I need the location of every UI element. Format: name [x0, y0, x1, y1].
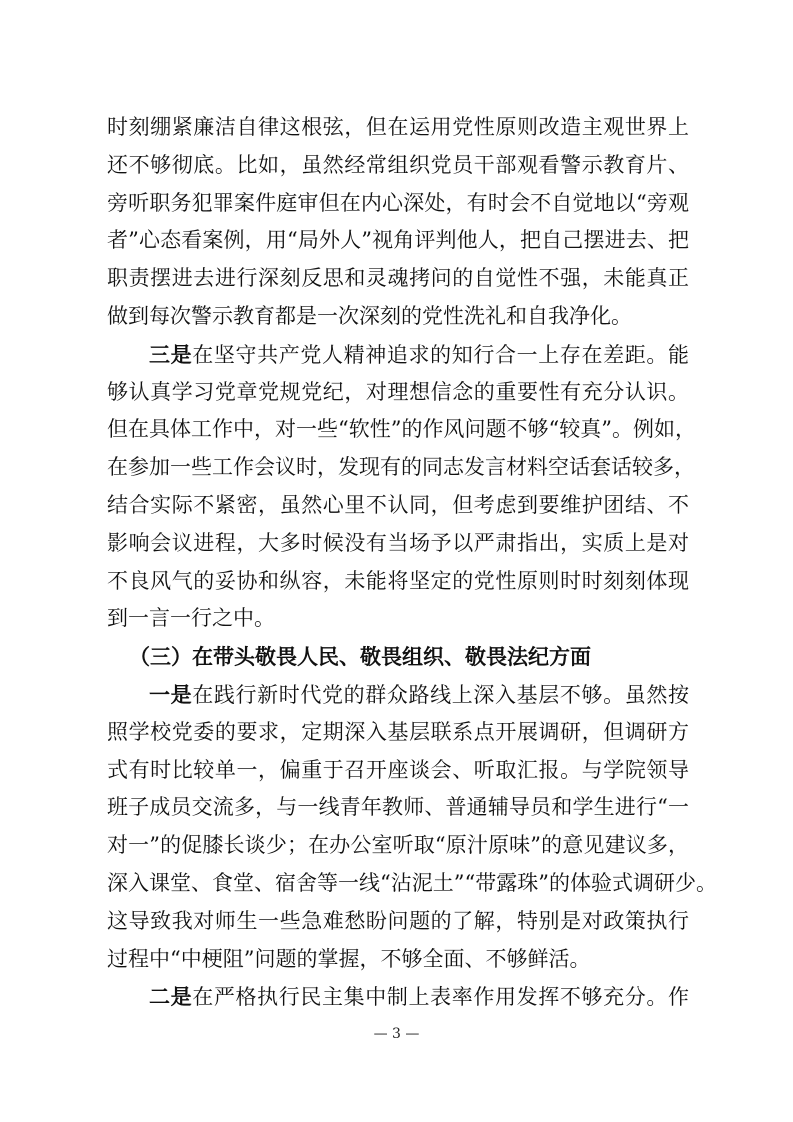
paragraph-first-line — [107, 978, 689, 1016]
paragraph-first-line — [107, 336, 689, 374]
text-line: 不良风气的妥协和纵容，未能将坚定的党性原则时时刻刻体现 — [107, 568, 689, 593]
paragraph-lead: 三是 — [149, 341, 193, 367]
text-line: 够认真学习党章党规党纪，对理想信念的重要性有充分认识。 — [107, 379, 689, 404]
text-line: 这导致我对师生一些急难愁盼问题的了解，特别是对政策执行 — [107, 908, 689, 933]
text-line: 到一言一行之中。 — [107, 606, 275, 631]
text-line: 影响会议进程，大多时候没有当场予以严肃指出，实质上是对 — [107, 530, 689, 555]
text-line: 在严格执行民主集中制上表率作用发挥不够充分。作 — [192, 985, 689, 1010]
text-line: 对一”的促膝长谈少；在办公室听取“原汁原味”的意见建议多， — [107, 833, 689, 858]
text-line: 者”心态看案例，用“局外人”视角评判他人，把自己摆进去、把 — [107, 228, 689, 253]
text-line: 职责摆进去进行深刻反思和灵魂拷问的自觉性不强，未能真正 — [107, 266, 689, 291]
text-line: 做到每次警示教育都是一次深刻的党性洗礼和自我净化。 — [107, 303, 632, 328]
paragraph-lead: 二是 — [149, 984, 193, 1010]
text-line: 照学校党委的要求，定期深入基层联系点开展调研，但调研方 — [107, 719, 689, 744]
text-line: 过程中“中梗阻”问题的掌握，不够全面、不够鲜活。 — [107, 946, 591, 971]
text-line: 在参加一些工作会议时，发现有的同志发言材料空话套话较多， — [107, 455, 695, 480]
paragraph-lead: 一是 — [149, 681, 193, 707]
paragraph-first-line — [107, 676, 689, 714]
page-number: — 3 — — [373, 1026, 420, 1042]
text-line: 但在具体工作中，对一些“软性”的作风问题不够“较真”。例如， — [107, 417, 696, 442]
text-line: 还不够彻底。比如，虽然经常组织党员干部观看警示教育片、 — [107, 152, 689, 177]
text-line: 式有时比较单一，偏重于召开座谈会、听取汇报。与学院领导 — [107, 757, 689, 782]
text-line: 旁听职务犯罪案件庭审但在内心深处，有时会不自觉地以“旁观 — [107, 190, 689, 215]
text-line: 在践行新时代党的群众路线上深入基层不够。虽然按 — [192, 682, 689, 707]
text-line: 时刻绷紧廉洁自律这根弦，但在运用党性原则改造主观世界上 — [107, 115, 689, 139]
document-body — [107, 109, 717, 1016]
section-heading: （三）在带头敬畏人民、敬畏组织、敬畏法纪方面 — [129, 644, 591, 670]
text-line: 在坚守共产党人精神追求的知行合一上存在差距。能 — [192, 342, 689, 367]
text-line: 深入课堂、食堂、宿舍等一线“沾泥土”“带露珠”的体验式调研少。 — [107, 870, 717, 895]
text-line: 结合实际不紧密，虽然心里不认同，但考虑到要维护团结、不 — [107, 492, 689, 517]
text-line: 班子成员交流多，与一线青年教师、普通辅导员和学生进行“一 — [107, 795, 689, 820]
